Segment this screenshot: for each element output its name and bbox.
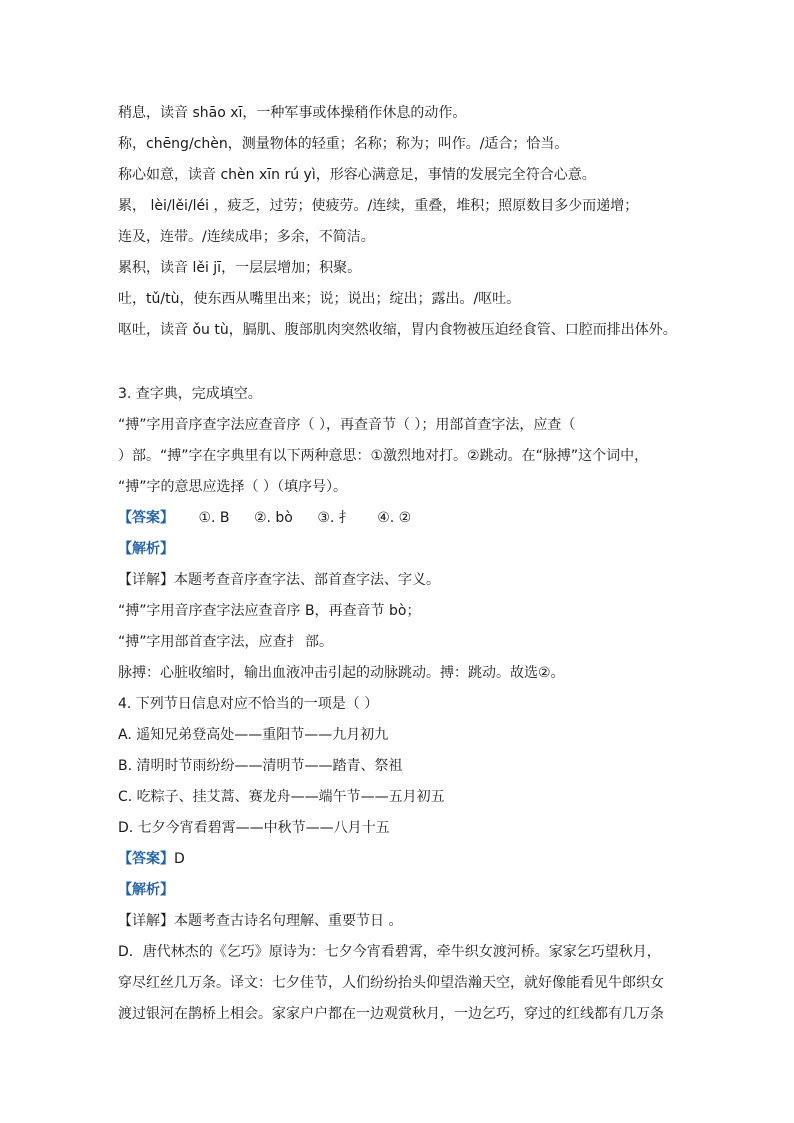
analysis-line: “搏”字用部首查字法，应查扌 部。 <box>118 634 333 650</box>
text-line: 连及，连带。/连续成串；多余，不简洁。 <box>118 229 375 245</box>
question-4-stem: 4. 下列节日信息对应不恰当的一项是（ ） <box>118 696 379 712</box>
answer-tag: 【答案】 <box>118 851 174 867</box>
answer-item: ④. ② <box>377 510 412 526</box>
text-line: 累积，读音 lěi jī，一层层增加；积聚。 <box>118 260 362 276</box>
answer-item: ①. B <box>198 510 230 526</box>
text-line: 称心如意，读音 chèn xīn rú yì，形容心满意足，事情的发展完全符合心意。 <box>118 167 596 183</box>
analysis-line: D．唐代林杰的《乞巧》原诗为：七夕今宵看碧霄，牵牛织女渡河桥。家家乞巧望秋月， <box>118 944 661 960</box>
answer-value: D <box>174 851 185 867</box>
analysis-line: 渡过银河在鹊桥上相会。家家户户都在一边观赏秋月，一边乞巧，穿过的红线都有几万条 <box>118 1006 664 1022</box>
text-line: 吐，tǔ/tù，使东西从嘴里出来；说；说出；绽出；露出。/呕吐。 <box>118 291 521 307</box>
detail-line <box>118 570 678 590</box>
question-3-text: “搏”字的意思应选择（ ）（填序号）。 <box>118 479 347 495</box>
analysis-heading <box>118 539 678 559</box>
answer-row <box>118 508 678 528</box>
detail-tag: 【详解】 <box>118 572 174 588</box>
option-c: C. 吃粽子、挂艾蒿、赛龙舟——端午节——五月初五 <box>118 789 445 805</box>
text-line: 呕吐，读音 ǒu tù，膈肌、腹部肌肉突然收缩，胃内食物被压迫经食管、口腔而排出体外。 <box>118 322 677 338</box>
question-3-text: ）部。“搏”字在字典里有以下两种意思：①激烈地对打。②跳动。在“脉搏”这个词中， <box>118 448 649 464</box>
detail-text: 本题考查音序查字法、部首查字法、字义。 <box>174 572 440 588</box>
answer-item: ②. bò <box>253 510 293 526</box>
answer-item: ③. 扌 <box>317 510 353 526</box>
analysis-tag: 【解析】 <box>118 882 174 898</box>
detail-text: 本题考查古诗名句理解、重要节日 。 <box>174 913 403 929</box>
detail-tag: 【详解】 <box>118 913 174 929</box>
analysis-line: 穿尽红丝几万条。译文：七夕佳节，人们纷纷抬头仰望浩瀚天空，就好像能看见牛郎织女 <box>118 975 664 991</box>
analysis-tag: 【解析】 <box>118 541 174 557</box>
detail-line <box>118 911 678 931</box>
option-a: A. 遥知兄弟登高处——重阳节——九月初九 <box>118 727 389 743</box>
text-line: 稍息，读音 shāo xī，一种军事或体操稍作休息的动作。 <box>118 105 467 121</box>
text-line: 累， lèi/lěi/léi ，疲乏，过劳；使疲劳。/连续，重叠，堆积；照原数目多少而递增； <box>118 198 639 214</box>
option-d: D. 七夕今宵看碧霄——中秋节——八月十五 <box>118 820 390 836</box>
answer-row <box>118 849 678 869</box>
question-3-text: “搏”字用音序查字法应查音序（ ），再查音节（ ）；用部首查字法，应查（ <box>118 417 576 433</box>
analysis-heading <box>118 880 678 900</box>
option-b: B. 清明时节雨纷纷——清明节——踏青、祭祖 <box>118 758 403 774</box>
analysis-line: 脉搏：心脏收缩时，输出血液冲击引起的动脉跳动。搏：跳动。故选②。 <box>118 665 565 681</box>
analysis-line: “搏”字用音序查字法应查音序 B，再查音节 bò； <box>118 603 421 619</box>
question-3-stem: 3. 查字典，完成填空。 <box>118 386 262 402</box>
text-line: 称，chēng/chèn，测量物体的轻重；名称；称为；叫作。/适合；恰当。 <box>118 136 569 152</box>
answer-tag: 【答案】 <box>118 510 174 526</box>
